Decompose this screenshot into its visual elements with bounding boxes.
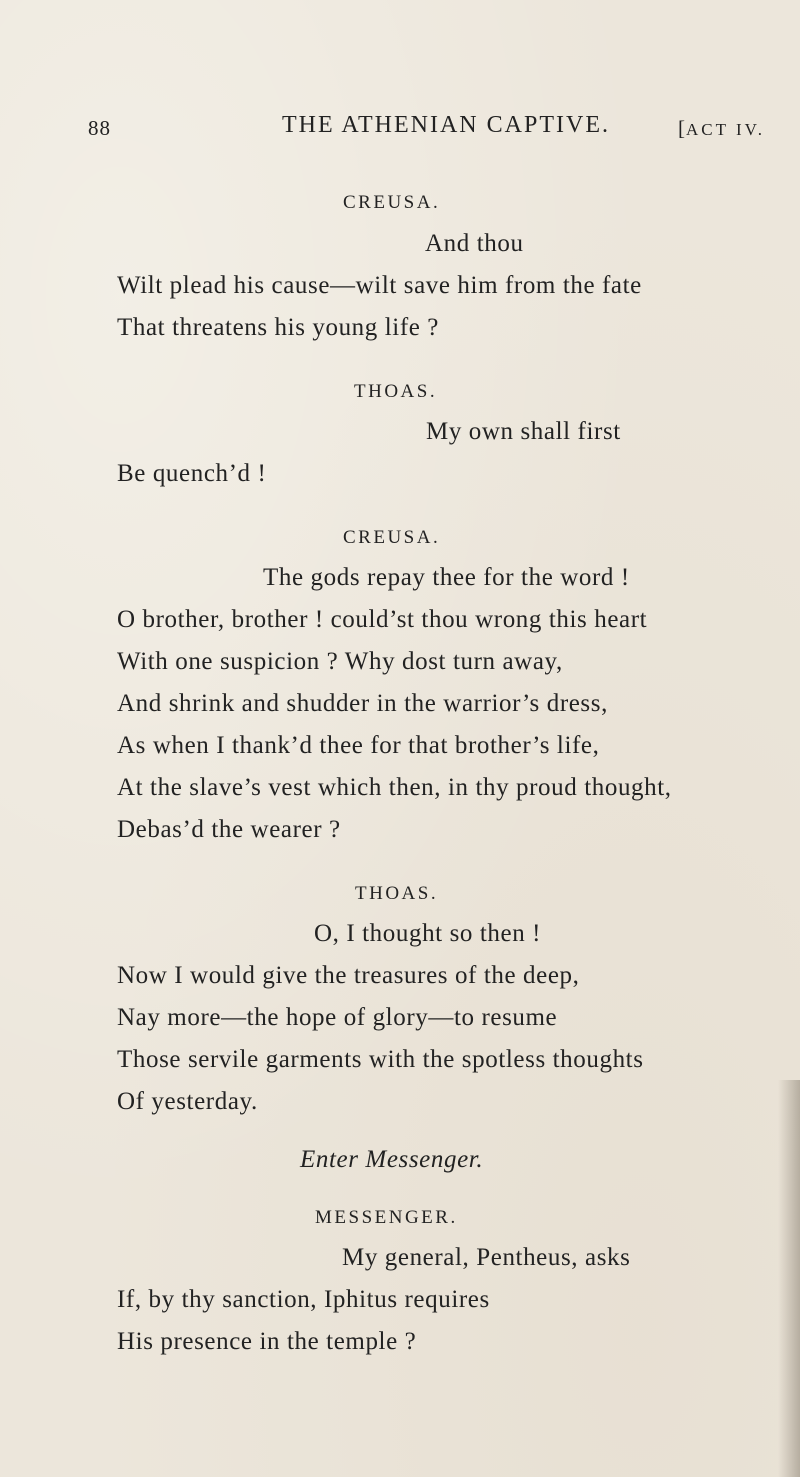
verse-line: Be quench’d ! xyxy=(117,460,267,487)
verse-line: O brother, brother ! could’st thou wrong this heart xyxy=(117,606,648,633)
verse-line: My own shall first xyxy=(426,418,621,445)
verse-line: And shrink and shudder in the warrior’s dress, xyxy=(117,690,608,717)
stage-direction: Enter Messenger. xyxy=(300,1146,484,1173)
act-text: ACT IV. xyxy=(686,120,765,139)
book-title: THE ATHENIAN CAPTIVE. xyxy=(282,112,610,138)
act-label xyxy=(678,116,765,141)
verse-line: Wilt plead his cause—wilt save him from the fate xyxy=(117,272,642,299)
verse-line: With one suspicion ? Why dost turn away, xyxy=(117,648,563,675)
verse-line: That threatens his young life ? xyxy=(117,314,439,341)
speaker-name: MESSENGER. xyxy=(315,1207,458,1228)
verse-line: Debas’d the wearer ? xyxy=(117,816,341,843)
verse-line: O, I thought so then ! xyxy=(314,920,542,947)
speaker-name: THOAS. xyxy=(354,381,438,402)
running-head xyxy=(0,112,800,146)
verse-line: Of yesterday. xyxy=(117,1088,258,1115)
verse-line: Those servile garments with the spotless thoughts xyxy=(117,1046,644,1073)
act-bracket: [ xyxy=(678,116,686,140)
verse-line: And thou xyxy=(425,230,524,257)
verse-line: The gods repay thee for the word ! xyxy=(263,564,630,591)
speaker-name: CREUSA. xyxy=(343,527,441,548)
verse-line: If, by thy sanction, Iphitus requires xyxy=(117,1286,490,1313)
speaker-name: THOAS. xyxy=(355,883,439,904)
verse-line: My general, Pentheus, asks xyxy=(342,1244,631,1271)
page-edge-shadow xyxy=(778,1080,800,1477)
verse-line: As when I thank’d thee for that brother’s life, xyxy=(117,732,600,759)
verse-line: Nay more—the hope of glory—to resume xyxy=(117,1004,558,1031)
verse-line: Now I would give the treasures of the deep, xyxy=(117,962,580,989)
speaker-name: CREUSA. xyxy=(343,192,441,213)
verse-line: At the slave’s vest which then, in thy proud thought, xyxy=(117,774,672,801)
page-number: 88 xyxy=(88,116,111,140)
verse-line: His presence in the temple ? xyxy=(117,1328,417,1355)
